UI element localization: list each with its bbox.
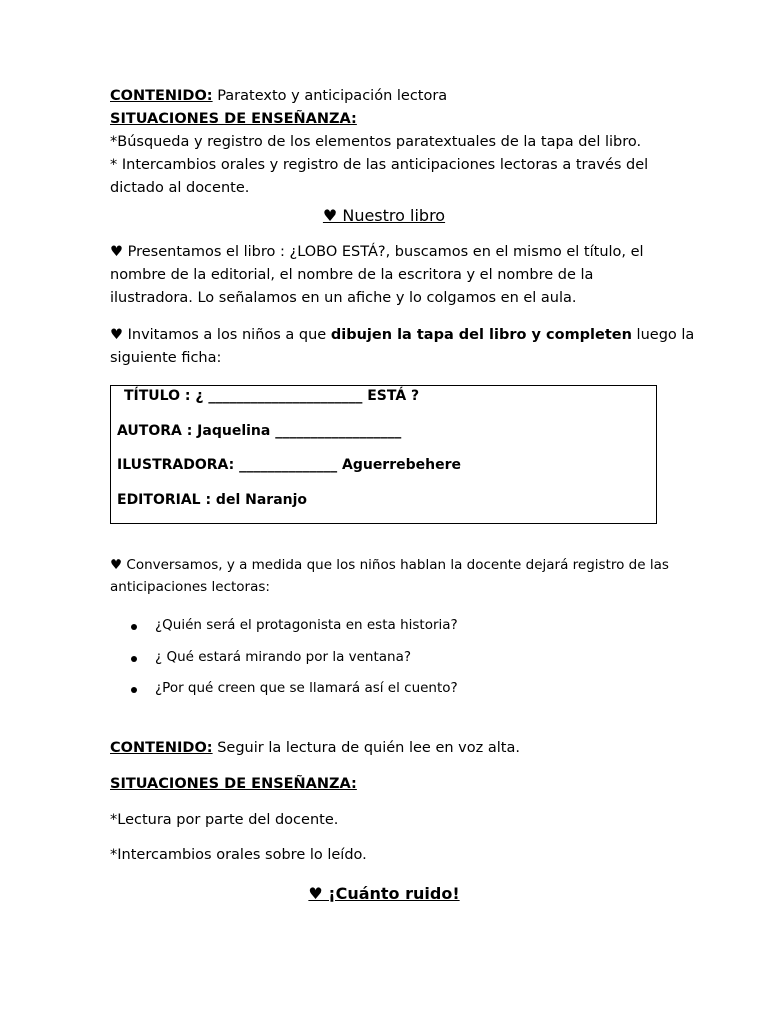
situacion-item: dictado al docente.	[110, 180, 250, 196]
heading-nuestro-libro: ♥ Nuestro libro	[322, 206, 446, 225]
situaciones-label: SITUACIONES DE ENSEÑANZA:	[110, 111, 357, 127]
ficha-editorial: EDITORIAL : del Naranjo	[117, 492, 308, 508]
para-invitamos-bold: dibujen la tapa del libro y completen	[330, 327, 632, 343]
para-invitamos-suffix: luego la	[631, 327, 695, 343]
para-conversamos-line: ♥ Conversamos, y a medida que los niños hablan la docente dejará registro de las	[110, 557, 669, 573]
situacion-item: * Intercambios orales y registro de las anticipaciones lectoras a través del	[110, 157, 649, 173]
contenido-line-2	[110, 740, 520, 756]
question-item: ¿Por qué creen que se llamará así el cuento?	[155, 680, 458, 696]
para-invitamos-prefix: ♥ Invitamos a los niños a que	[110, 327, 331, 343]
para-invitamos-line2: siguiente ficha:	[110, 350, 222, 366]
para-line: nombre de la editorial, el nombre de la escritora y el nombre de la	[110, 267, 594, 283]
situacion-item: *Lectura por parte del docente.	[110, 812, 339, 828]
contenido-line-1	[110, 88, 447, 104]
para-invitamos	[110, 327, 694, 343]
question-item: ¿ Qué estará mirando por la ventana?	[155, 649, 412, 665]
situacion-item: *Intercambios orales sobre lo leído.	[110, 847, 367, 863]
para-line: ♥ Presentamos el libro : ¿LOBO ESTÁ?, buscamos en el mismo el título, el	[110, 244, 644, 260]
bullet-icon	[131, 687, 137, 693]
contenido-label: CONTENIDO:	[110, 88, 213, 104]
bullet-icon	[131, 656, 137, 662]
situacion-item: *Búsqueda y registro de los elementos paratextuales de la tapa del libro.	[110, 134, 642, 150]
contenido-text: Paratexto y anticipación lectora	[217, 88, 448, 104]
ficha-ilustradora: ILUSTRADORA: ______________ Aguerrebehere	[117, 457, 461, 473]
contenido-label: CONTENIDO:	[110, 740, 213, 756]
bullet-icon	[131, 624, 137, 630]
question-item: ¿Quién será el protagonista en esta historia?	[155, 617, 458, 633]
para-conversamos-line: anticipaciones lectoras:	[110, 579, 270, 595]
heading-cuanto-ruido: ♥ ¡Cuánto ruido!	[308, 884, 460, 903]
ficha-titulo: TÍTULO : ¿ ______________________ ESTÁ ?	[124, 388, 420, 404]
contenido-text: Seguir la lectura de quién lee en voz alta.	[217, 740, 520, 756]
ficha-autora: AUTORA : Jaquelina __________________	[117, 423, 402, 439]
para-line: ilustradora. Lo señalamos en un afiche y lo colgamos en el aula.	[110, 290, 577, 306]
ficha-box	[110, 385, 657, 524]
situaciones-label: SITUACIONES DE ENSEÑANZA:	[110, 776, 357, 792]
